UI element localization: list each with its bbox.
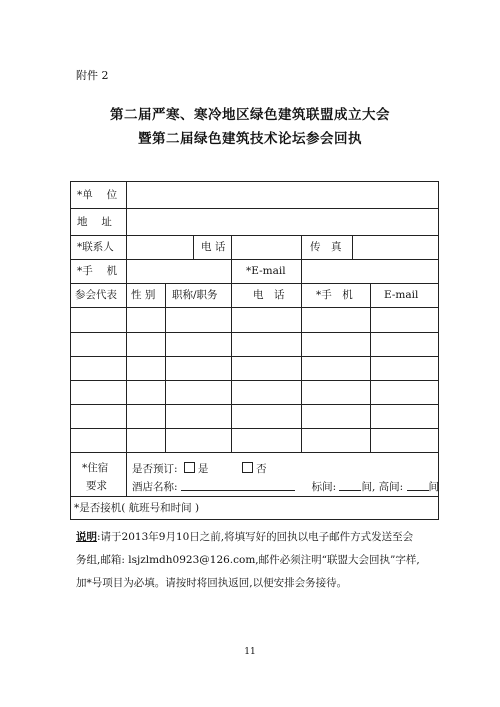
no-label: 否 [256,463,267,475]
form-rule [70,519,439,520]
pickup-label: *是否接机( 航班号和时间 ) [74,502,200,514]
form-rule [301,235,302,259]
form-rule [126,181,127,283]
suite-label: 间, 高间: [361,481,404,493]
attachment-label: 附件 2 [76,69,109,82]
fax-label: 传 真 [310,241,342,253]
form-rule [70,496,438,497]
contact-label: *联系人 [77,241,114,253]
form-rule [126,452,127,496]
notes-label: 说明 [76,531,97,543]
form-rule [231,283,232,452]
gender-header: 性 别 [131,289,156,301]
reserve-label: 是否预订: [132,463,178,475]
standard-room-field[interactable] [339,480,361,491]
form-rule [301,259,302,283]
rep-email-header: E-mail [384,289,419,301]
page-number: 11 [244,647,256,657]
instructions [76,526,436,595]
title-header: 职称/职务 [172,289,218,301]
notes-line-3: 加*号项目为必填。请按时将回执返回,以便安排会务接待。 [76,577,348,589]
yes-label: 是 [197,463,209,475]
form-rule [231,235,232,259]
hotel-name-field[interactable] [181,480,295,491]
hotel-label: 酒店名称: [132,481,178,493]
form-rule [231,259,232,283]
form-rule [126,283,127,452]
no-checkbox[interactable] [242,462,253,473]
reserve-row [132,462,267,475]
rep-header: 参会代表 [75,289,117,301]
rep-phone-header: 电 话 [253,289,285,301]
document-subtitle: 暨第二届绿色建筑技术论坛参会回执 [138,131,362,147]
address-label: 地 址 [77,216,112,228]
suite-room-field[interactable] [407,480,429,491]
room-unit: 间 [428,481,440,493]
unit-label: *单 位 [77,189,118,201]
form-rule [438,181,439,520]
email-label: *E-mail [246,265,286,277]
form-rule [165,283,166,452]
yes-checkbox[interactable] [184,462,195,473]
form-rule [352,235,353,259]
lodging-label: *住宿 [82,462,109,474]
form-rule [193,235,194,259]
form-rule [301,283,302,452]
form-rule [70,181,71,520]
document-title: 第二届严寒、寒冷地区绿色建筑联盟成立大会 [110,107,390,123]
standard-room-label: 标间: [311,481,337,493]
mobile-label: *手 机 [77,265,118,277]
notes-line-2: 务组,邮箱: lsjzlmdh0923@126.com,邮件必须注明“联盟大会回执”字样, [76,554,420,566]
rep-mobile-header: *手 机 [316,289,353,301]
phone-label: 电 话 [201,241,226,253]
notes-line-1: :请于2013年9月10日之前,将填写好的回执以电子邮件方式发送至会 [97,531,414,543]
form-rule [370,283,371,452]
hotel-row [132,480,439,493]
lodging-label-2: 要求 [86,480,107,492]
